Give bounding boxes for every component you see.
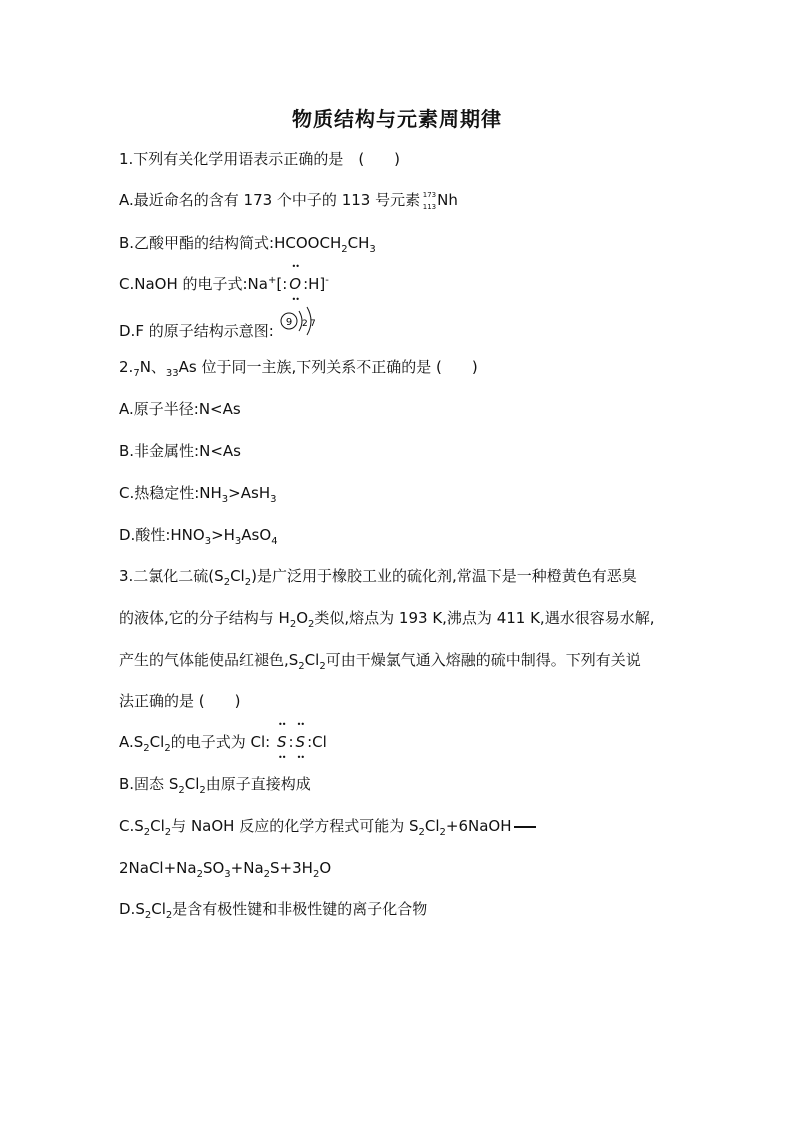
q1-option-a: A.最近命名的含有 173 个中子的 113 号元素 173 113 Nh [119,190,458,211]
q2-option-b: B.非金属性:N<As [119,442,241,460]
nuclide-notation: 173 113 [422,190,437,211]
q2-option-a: A.原子半径:N<As [119,400,241,418]
q3-stem-line-1: 3.二氯化二硫$(S_2Cl_2)$是广泛用于橡胶工业的硫化剂,常温下是一种橙黄色有恶臭 [119,567,637,588]
fluorine-atom-structure-diagram [277,304,323,338]
oxygen-electron-dots: •• O •• [289,262,302,304]
q2-option-d: D.酸性$:HNO_3>H_3AsO_4$ [119,526,278,547]
q3-stem-line-2: 的液体,它的分子结构与 $H_2O_2$类似,熔点为 193 K,沸点为 411 K,遇水很容易水解, [119,609,655,630]
sulfur-electron-dots-1: •• S •• [276,720,287,762]
svg-text:9: 9 [285,317,293,328]
page-title: 物质结构与元素周期律 [292,107,502,131]
q3-option-a: $A.S_2Cl_2$的电子式为 Cl: •• S •• : •• S •• :Cl [119,720,327,762]
svg-text:2: 2 [302,319,308,329]
q3-option-c: $C.S_2Cl_2$与 NaOH 反应的化学方程式可能为 $S_2Cl_2+6NaOH$ [119,815,536,837]
q3-stem-line-4: 法正确的是 ( ) [119,692,241,710]
q3-stem-line-3: 产生的气体能使品红褪色$,S_2Cl_2$可由干燥氯气通入熔融的硫中制得。下列有关说 [119,651,641,672]
q3-option-c-equation: $2NaCl+Na_2SO_3+Na_2S+3H_2O$ [119,859,332,880]
q1-option-b: B.乙酸甲酯的结构简式$:HCOOCH_2CH_3$ [119,234,376,255]
q1-option-d: D.F 的原子结构示意图: 9 2 7 [119,320,274,342]
q1-stem: 1.下列有关化学用语表示正确的是 ( ) [119,150,401,168]
equation-sign [514,826,536,828]
q2-option-c: C.热稳定性$:NH_3>AsH_3$ [119,484,277,505]
q3-option-b: B.固态 $S_2Cl_2$由原子直接构成 [119,775,311,796]
q1-option-c: C.NaOH 的电子式:Na+[: •• O •• :H]- [119,262,329,304]
q3-option-d: $D.S_2Cl_2$是含有极性键和非极性键的离子化合物 [119,900,428,921]
q2-stem: $2._7N$、$_{33}$As 位于同一主族,下列关系不正确的是 ( ) [119,358,478,379]
svg-text:7: 7 [310,319,316,329]
sulfur-electron-dots-2: •• S •• [295,720,306,762]
